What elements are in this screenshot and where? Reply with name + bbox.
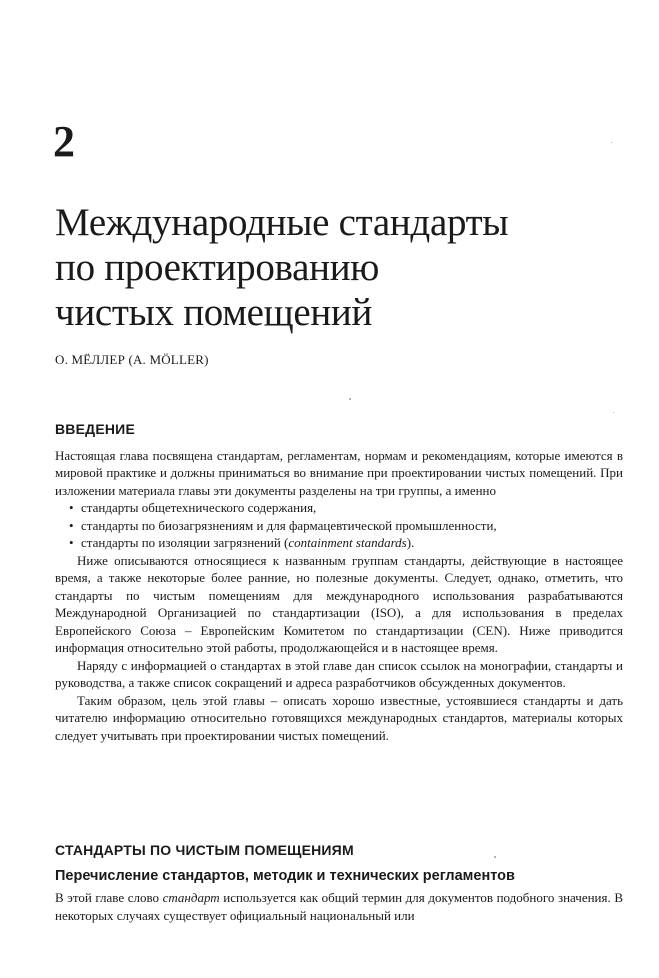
bullet-tail: ). (406, 535, 415, 550)
paragraph-text: В этой главе слово (55, 890, 163, 905)
section-heading: ВВЕДЕНИЕ (55, 421, 135, 437)
italic-term: стандарт (162, 890, 220, 905)
scan-speck (613, 412, 614, 413)
chapter-number: 2 (53, 117, 75, 166)
scan-speck (611, 142, 612, 143)
bullet-text: стандарты общетехнического содержания, (81, 500, 317, 515)
bullet-item (69, 499, 623, 517)
bullet-list (55, 499, 623, 552)
cleanroom-standards-section (55, 842, 623, 924)
introduction-section (55, 421, 623, 744)
bullet-text: стандарты по биозагрязнениям и для фармацевтической промышленности, (81, 517, 497, 533)
chapter-title-line: Международные стандарты (55, 201, 509, 244)
body-paragraph: Таким образом, цель этой главы – описать хорошо известные, устоявшиеся стандарты и дать читателю информацию относительно готовящихся международных стандартов, материалы которых следует учитывать при проектировании чистых помещений. (55, 692, 623, 743)
body-paragraph: Наряду с информацией о стандартах в этой главе дан список ссылок на монографии, стандарты и руководства, а также список сокращений и адреса разработчиков обсужденных документов. (55, 657, 623, 690)
bullet-text: стандарты по изоляции загрязнений ( (81, 535, 289, 550)
chapter-title (55, 200, 625, 335)
chapter-title-line: чистых помещений (55, 291, 373, 334)
author-line: О. МЁЛЛЕР (A. MÖLLER) (55, 352, 209, 367)
paragraph-text: используется как общий термин для документов подобного значения. В некоторых случаях существует официальный национальный или (55, 890, 623, 923)
scan-speck (494, 856, 496, 858)
subsection-heading: Перечисление стандартов, методик и технических регламентов (55, 867, 515, 884)
bullet-italic-term: containment standards (288, 535, 407, 550)
chapter-title-line: по проектированию (55, 246, 380, 289)
body-paragraph: Ниже описываются относящиеся к названным группам стандарты, действующие в настоящее время, а также некоторые более ранние, но полезные документы. Следует, однако, отметить, что стандарты по чистым помещениям для международного использования разрабатываются Международной Организацией по стандартизации (ISO), а для использования в пределах Европейского Союза – Европейским Комитетом по стандартизации (CEN). Ниже приводится информация относительно этой работы, продолжающейся и в настоящее время. (55, 552, 623, 655)
scan-speck (349, 398, 351, 400)
intro-lead-paragraph: Настоящая глава посвящена стандартам, регламентам, нормам и рекомендациям, которые имеются в мировой практике и должны приниматься во внимание при проектировании чистых помещений. При изложении материала главы эти документы разделены на три группы, а именно (55, 447, 623, 498)
bullet-item (69, 534, 623, 552)
body-paragraph (55, 889, 623, 924)
section-heading: СТАНДАРТЫ ПО ЧИСТЫМ ПОМЕЩЕНИЯМ (55, 842, 354, 858)
bullet-item (69, 517, 623, 535)
